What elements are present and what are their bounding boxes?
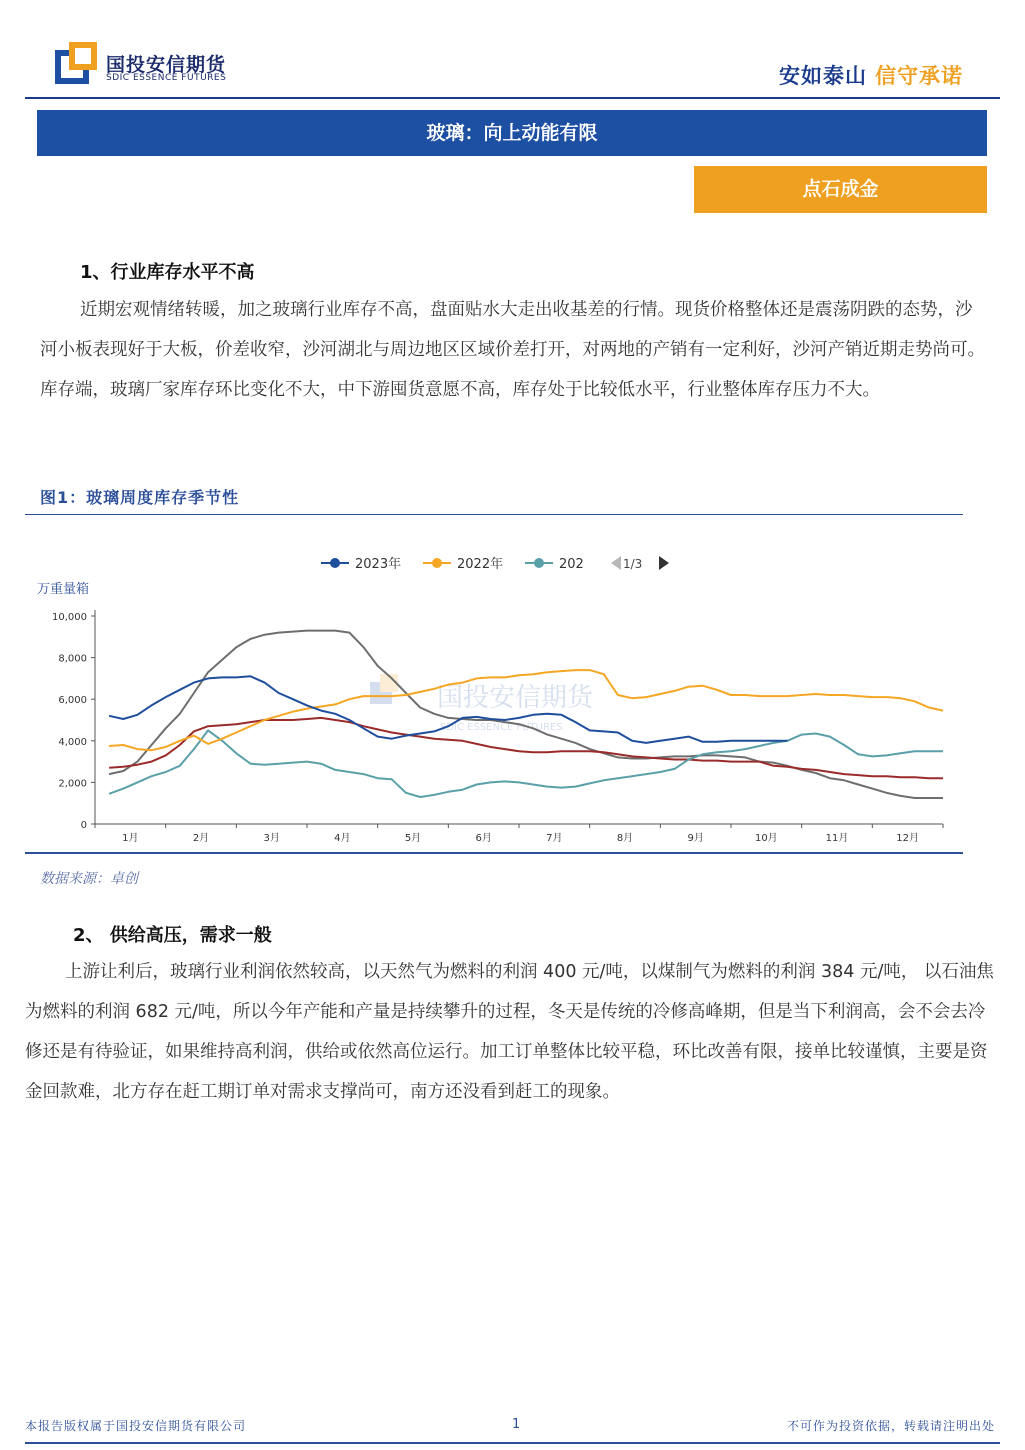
chart-legend[interactable] bbox=[321, 556, 669, 572]
y-axis-label: 万重量箱 bbox=[37, 582, 90, 597]
x-tick-label: 5月 bbox=[404, 833, 422, 844]
slogan-part2: 信守承诺 bbox=[875, 64, 963, 88]
header-divider bbox=[25, 97, 1000, 99]
y-tick-label: 2,000 bbox=[58, 778, 87, 790]
figure-caption: 图1：玻璃周度库存季节性 bbox=[40, 488, 240, 507]
figure-top-divider bbox=[25, 514, 963, 515]
legend-label: 202 bbox=[559, 557, 584, 572]
legend-page-indicator: 1/3 bbox=[623, 557, 643, 571]
legend-swatch-marker bbox=[534, 558, 544, 568]
x-tick-label: 10月 bbox=[754, 833, 778, 844]
brand-name-en: SDIC ESSENCE FUTURES bbox=[106, 73, 227, 83]
x-tick-label: 4月 bbox=[334, 833, 351, 844]
legend-label: 2022年 bbox=[457, 557, 504, 572]
chart-watermark bbox=[370, 674, 595, 733]
column-tag: 点石成金 bbox=[694, 166, 987, 213]
x-tick-label: 7月 bbox=[546, 833, 563, 844]
section2-heading: 2、 供给高压，需求一般 bbox=[73, 925, 272, 946]
x-tick-label: 6月 bbox=[475, 833, 492, 844]
x-tick-label: 3月 bbox=[263, 833, 280, 844]
x-tick-label: 2月 bbox=[192, 833, 210, 844]
y-tick-label: 4,000 bbox=[58, 736, 87, 748]
x-tick-label: 8月 bbox=[616, 833, 634, 844]
page-number: 1 bbox=[512, 1417, 521, 1432]
inventory-seasonality-chart bbox=[25, 540, 965, 846]
x-tick-label: 9月 bbox=[687, 833, 704, 844]
y-tick-label: 6,000 bbox=[58, 695, 87, 707]
legend-prev-page-icon[interactable] bbox=[611, 556, 621, 570]
series-line-4 bbox=[109, 631, 943, 798]
legend-swatch-marker bbox=[330, 558, 340, 568]
brand-name-cn: 国投安信期货 bbox=[106, 54, 227, 76]
x-tick-label: 12月 bbox=[896, 833, 920, 844]
x-tick-label: 11月 bbox=[825, 833, 849, 844]
watermark-text-en: SDIC ESSENCE FUTURES bbox=[440, 722, 563, 733]
footer-divider bbox=[25, 1442, 1000, 1444]
legend-label: 2023年 bbox=[355, 557, 402, 572]
slogan-part1: 安如泰山 bbox=[779, 64, 867, 88]
series-line-2 bbox=[109, 730, 943, 797]
legend-swatch-marker bbox=[432, 558, 442, 568]
figure-source: 数据来源：卓创 bbox=[40, 871, 138, 887]
chart-series bbox=[109, 631, 943, 798]
figure-bottom-divider bbox=[25, 852, 963, 854]
footer-disclaimer: 不可作为投资依据，转载请注明出处 bbox=[786, 1419, 995, 1433]
x-tick-label: 1月 bbox=[122, 833, 139, 844]
legend-next-page-icon[interactable] bbox=[659, 556, 669, 570]
y-tick-label: 10,000 bbox=[52, 612, 87, 623]
y-tick-label: 0 bbox=[80, 820, 87, 831]
section2-body: 上游让利后，玻璃行业利润依然较高，以天然气为燃料的利润 400 元/吨，以煤制气为燃料的利润 384 元/吨， 以石油焦为燃料的利润 682 元/吨，所以今年产能和产量是持续攀升的过程，冬天是传统的冷修高峰期，但是当下利润高，会不会去冷修还是有待验证，如果维持高利润，供给或依然高位运行。加工订单整体比较平稳，环比改善有限，接单比较谨慎，主要是资金回款难，北方存在赶工期订单对需求支撑尚可，南方还没看到赶工的现象。 bbox=[25, 962, 994, 1102]
report-title: 玻璃：向上动能有限 bbox=[37, 110, 987, 156]
watermark-text-cn: 国投安信期货 bbox=[437, 683, 594, 713]
section1-heading: 1、行业库存水平不高 bbox=[80, 262, 255, 283]
company-logo-icon bbox=[55, 42, 97, 84]
y-tick-label: 8,000 bbox=[58, 653, 87, 665]
footer-copyright: 本报告版权属于国投安信期货有限公司 bbox=[25, 1419, 247, 1433]
slogan bbox=[779, 60, 963, 90]
section1-body: 近期宏观情绪转暖，加之玻璃行业库存不高，盘面贴水大走出收基差的行情。现货价格整体还是震荡阴跌的态势，沙河小板表现好于大板，价差收窄，沙河湖北与周边地区区域价差打开，对两地的产销有一定利好，沙河产销近期走势尚可。库存端，玻璃厂家库存环比变化不大，中下游囤货意愿不高，库存处于比较低水平，行业整体库存压力不大。 bbox=[40, 300, 985, 400]
